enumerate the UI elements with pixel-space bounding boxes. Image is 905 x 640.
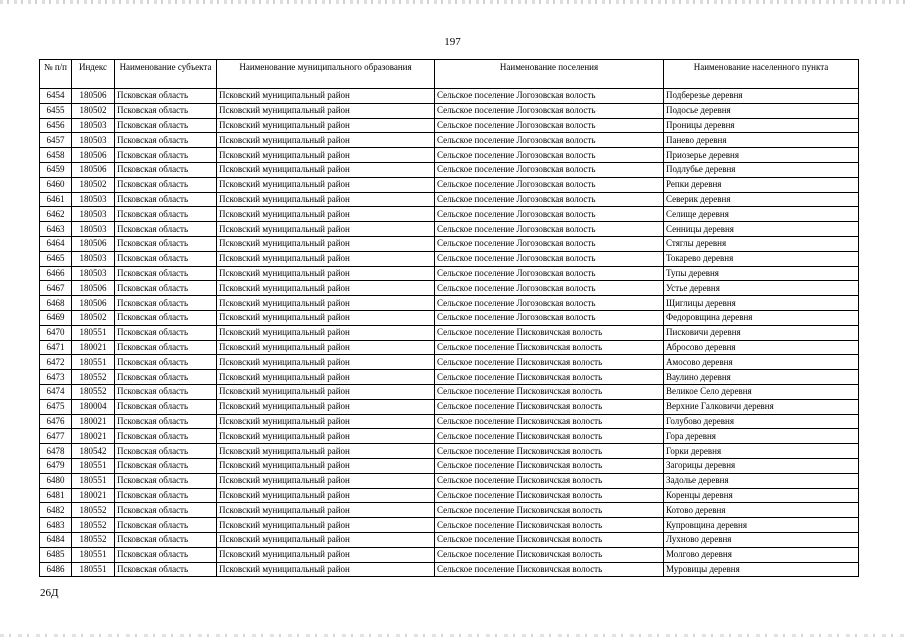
subject-name: Псковская область — [115, 296, 217, 311]
row-number: 6476 — [40, 414, 72, 429]
subject-name: Псковская область — [115, 118, 217, 133]
postal-index: 180506 — [72, 296, 115, 311]
subject-name: Псковская область — [115, 325, 217, 340]
table-row — [40, 222, 859, 237]
locality-name: Стяглы деревня — [664, 236, 859, 251]
subject-name: Псковская область — [115, 429, 217, 444]
subject-name: Псковская область — [115, 148, 217, 163]
settlement-name: Сельское поселение Писковичская волость — [435, 429, 664, 444]
municipality-name: Псковский муниципальный район — [217, 518, 435, 533]
settlement-name: Сельское поселение Писковичская волость — [435, 532, 664, 547]
municipality-name: Псковский муниципальный район — [217, 370, 435, 385]
settlement-name: Сельское поселение Писковичская волость — [435, 444, 664, 459]
subject-name: Псковская область — [115, 89, 217, 104]
row-number: 6462 — [40, 207, 72, 222]
municipality-name: Псковский муниципальный район — [217, 414, 435, 429]
municipality-name: Псковский муниципальный район — [217, 162, 435, 177]
postal-index: 180021 — [72, 414, 115, 429]
postal-index: 180552 — [72, 384, 115, 399]
settlement-name: Сельское поселение Логозовская волость — [435, 89, 664, 104]
table-row — [40, 414, 859, 429]
municipality-name: Псковский муниципальный район — [217, 399, 435, 414]
row-number: 6483 — [40, 518, 72, 533]
municipality-name: Псковский муниципальный район — [217, 207, 435, 222]
table-row — [40, 384, 859, 399]
settlement-name: Сельское поселение Логозовская волость — [435, 118, 664, 133]
settlement-name: Сельское поселение Писковичская волость — [435, 547, 664, 562]
page-number: 197 — [444, 36, 461, 48]
table-row — [40, 192, 859, 207]
table-row — [40, 473, 859, 488]
row-number: 6472 — [40, 355, 72, 370]
municipality-name: Псковский муниципальный район — [217, 281, 435, 296]
row-number: 6456 — [40, 118, 72, 133]
settlement-name: Сельское поселение Логозовская волость — [435, 222, 664, 237]
settlement-name: Сельское поселение Логозовская волость — [435, 103, 664, 118]
row-number: 6474 — [40, 384, 72, 399]
locality-name: Гора деревня — [664, 429, 859, 444]
locality-name: Купровщина деревня — [664, 518, 859, 533]
row-number: 6486 — [40, 562, 72, 577]
settlement-name: Сельское поселение Писковичская волость — [435, 488, 664, 503]
settlements-table — [39, 59, 859, 577]
table-row — [40, 133, 859, 148]
row-number: 6459 — [40, 162, 72, 177]
locality-name: Лухново деревня — [664, 532, 859, 547]
table-row — [40, 488, 859, 503]
settlement-name: Сельское поселение Писковичская волость — [435, 355, 664, 370]
table-row — [40, 266, 859, 281]
locality-name: Задолье деревня — [664, 473, 859, 488]
settlement-name: Сельское поселение Логозовская волость — [435, 192, 664, 207]
table-row — [40, 236, 859, 251]
postal-index: 180506 — [72, 236, 115, 251]
municipality-name: Псковский муниципальный район — [217, 148, 435, 163]
row-number: 6457 — [40, 133, 72, 148]
table-row — [40, 207, 859, 222]
municipality-name: Псковский муниципальный район — [217, 325, 435, 340]
municipality-name: Псковский муниципальный район — [217, 266, 435, 281]
row-number: 6481 — [40, 488, 72, 503]
settlement-name: Сельское поселение Логозовская волость — [435, 310, 664, 325]
settlement-name: Сельское поселение Писковичская волость — [435, 518, 664, 533]
municipality-name: Псковский муниципальный район — [217, 251, 435, 266]
settlement-name: Сельское поселение Логозовская волость — [435, 236, 664, 251]
table-header — [40, 60, 859, 89]
postal-index: 180551 — [72, 547, 115, 562]
subject-name: Псковская область — [115, 133, 217, 148]
postal-index: 180506 — [72, 281, 115, 296]
table-row — [40, 118, 859, 133]
settlement-name: Сельское поселение Писковичская волость — [435, 399, 664, 414]
locality-name: Муровицы деревня — [664, 562, 859, 577]
settlement-name: Сельское поселение Писковичская волость — [435, 562, 664, 577]
table-row — [40, 340, 859, 355]
municipality-name: Псковский муниципальный район — [217, 103, 435, 118]
postal-index: 180503 — [72, 207, 115, 222]
subject-name: Псковская область — [115, 503, 217, 518]
table-row — [40, 429, 859, 444]
locality-name: Горки деревня — [664, 444, 859, 459]
locality-name: Великое Село деревня — [664, 384, 859, 399]
table-row — [40, 370, 859, 385]
table-row — [40, 162, 859, 177]
settlement-name: Сельское поселение Логозовская волость — [435, 148, 664, 163]
table-row — [40, 103, 859, 118]
settlement-name: Сельское поселение Писковичская волость — [435, 473, 664, 488]
municipality-name: Псковский муниципальный район — [217, 192, 435, 207]
table-row — [40, 251, 859, 266]
scan-edge-bottom — [0, 634, 905, 637]
municipality-name: Псковский муниципальный район — [217, 458, 435, 473]
subject-name: Псковская область — [115, 281, 217, 296]
subject-name: Псковская область — [115, 266, 217, 281]
table-row — [40, 177, 859, 192]
table-row — [40, 547, 859, 562]
row-number: 6475 — [40, 399, 72, 414]
locality-name: Подосье деревня — [664, 103, 859, 118]
table-row — [40, 532, 859, 547]
subject-name: Псковская область — [115, 562, 217, 577]
row-number: 6460 — [40, 177, 72, 192]
locality-name: Подберезье деревня — [664, 89, 859, 104]
subject-name: Псковская область — [115, 444, 217, 459]
table-row — [40, 325, 859, 340]
row-number: 6461 — [40, 192, 72, 207]
locality-name: Тупы деревня — [664, 266, 859, 281]
subject-name: Псковская область — [115, 488, 217, 503]
locality-name: Сенницы деревня — [664, 222, 859, 237]
table-row — [40, 310, 859, 325]
subject-name: Псковская область — [115, 458, 217, 473]
municipality-name: Псковский муниципальный район — [217, 429, 435, 444]
row-number: 6485 — [40, 547, 72, 562]
settlement-name: Сельское поселение Писковичская волость — [435, 340, 664, 355]
locality-name: Молгово деревня — [664, 547, 859, 562]
header-subject: Наименование субъекта — [115, 60, 217, 89]
locality-name: Панево деревня — [664, 133, 859, 148]
postal-index: 180502 — [72, 310, 115, 325]
locality-name: Северик деревня — [664, 192, 859, 207]
row-number: 6477 — [40, 429, 72, 444]
subject-name: Псковская область — [115, 103, 217, 118]
postal-index: 180551 — [72, 473, 115, 488]
subject-name: Псковская область — [115, 370, 217, 385]
municipality-name: Псковский муниципальный район — [217, 384, 435, 399]
scan-edge-top — [0, 0, 905, 4]
row-number: 6455 — [40, 103, 72, 118]
settlement-name: Сельское поселение Логозовская волость — [435, 162, 664, 177]
locality-name: Щиглицы деревня — [664, 296, 859, 311]
postal-index: 180021 — [72, 340, 115, 355]
row-number: 6478 — [40, 444, 72, 459]
table-row — [40, 148, 859, 163]
locality-name: Коренцы деревня — [664, 488, 859, 503]
postal-index: 180551 — [72, 355, 115, 370]
header-settlement: Наименование поселения — [435, 60, 664, 89]
locality-name: Писковичи деревня — [664, 325, 859, 340]
settlement-name: Сельское поселение Писковичская волость — [435, 370, 664, 385]
row-number: 6482 — [40, 503, 72, 518]
postal-index: 180542 — [72, 444, 115, 459]
table-row — [40, 444, 859, 459]
locality-name: Загорицы деревня — [664, 458, 859, 473]
municipality-name: Псковский муниципальный район — [217, 177, 435, 192]
locality-name: Котово деревня — [664, 503, 859, 518]
postal-index: 180503 — [72, 251, 115, 266]
settlement-name: Сельское поселение Логозовская волость — [435, 177, 664, 192]
table-row — [40, 562, 859, 577]
postal-index: 180551 — [72, 562, 115, 577]
postal-index: 180503 — [72, 192, 115, 207]
municipality-name: Псковский муниципальный район — [217, 444, 435, 459]
row-number: 6471 — [40, 340, 72, 355]
locality-name: Подлубье деревня — [664, 162, 859, 177]
subject-name: Псковская область — [115, 236, 217, 251]
postal-index: 180502 — [72, 103, 115, 118]
settlement-name: Сельское поселение Логозовская волость — [435, 266, 664, 281]
postal-index: 180021 — [72, 429, 115, 444]
municipality-name: Псковский муниципальный район — [217, 89, 435, 104]
table-row — [40, 399, 859, 414]
postal-index: 180506 — [72, 89, 115, 104]
municipality-name: Псковский муниципальный район — [217, 547, 435, 562]
postal-index: 180506 — [72, 162, 115, 177]
municipality-name: Псковский муниципальный район — [217, 562, 435, 577]
row-number: 6484 — [40, 532, 72, 547]
row-number: 6469 — [40, 310, 72, 325]
postal-index: 180551 — [72, 325, 115, 340]
municipality-name: Псковский муниципальный район — [217, 236, 435, 251]
municipality-name: Псковский муниципальный район — [217, 222, 435, 237]
table-row — [40, 89, 859, 104]
postal-index: 180506 — [72, 148, 115, 163]
postal-index: 180552 — [72, 503, 115, 518]
header-row — [40, 60, 859, 89]
row-number: 6479 — [40, 458, 72, 473]
municipality-name: Псковский муниципальный район — [217, 503, 435, 518]
settlement-name: Сельское поселение Логозовская волость — [435, 296, 664, 311]
table-row — [40, 296, 859, 311]
subject-name: Псковская область — [115, 251, 217, 266]
row-number: 6480 — [40, 473, 72, 488]
postal-index: 180551 — [72, 458, 115, 473]
locality-name: Ваулино деревня — [664, 370, 859, 385]
postal-index: 180021 — [72, 488, 115, 503]
subject-name: Псковская область — [115, 162, 217, 177]
postal-index: 180503 — [72, 118, 115, 133]
settlement-name: Сельское поселение Писковичская волость — [435, 384, 664, 399]
table-body — [40, 89, 859, 577]
postal-index: 180552 — [72, 518, 115, 533]
locality-name: Токарево деревня — [664, 251, 859, 266]
table-row — [40, 518, 859, 533]
municipality-name: Псковский муниципальный район — [217, 118, 435, 133]
subject-name: Псковская область — [115, 518, 217, 533]
table-row — [40, 458, 859, 473]
subject-name: Псковская область — [115, 207, 217, 222]
locality-name: Устье деревня — [664, 281, 859, 296]
municipality-name: Псковский муниципальный район — [217, 340, 435, 355]
settlement-name: Сельское поселение Логозовская волость — [435, 251, 664, 266]
settlement-name: Сельское поселение Писковичская волость — [435, 458, 664, 473]
subject-name: Псковская область — [115, 414, 217, 429]
subject-name: Псковская область — [115, 310, 217, 325]
row-number: 6464 — [40, 236, 72, 251]
row-number: 6473 — [40, 370, 72, 385]
subject-name: Псковская область — [115, 532, 217, 547]
subject-name: Псковская область — [115, 473, 217, 488]
postal-index: 180552 — [72, 370, 115, 385]
footer-code: 26Д — [40, 587, 59, 599]
settlement-name: Сельское поселение Логозовская волость — [435, 281, 664, 296]
header-locality: Наименование населенного пункта — [664, 60, 859, 89]
postal-index: 180502 — [72, 177, 115, 192]
locality-name: Верхние Галковичи деревня — [664, 399, 859, 414]
locality-name: Селище деревня — [664, 207, 859, 222]
settlement-name: Сельское поселение Логозовская волость — [435, 133, 664, 148]
municipality-name: Псковский муниципальный район — [217, 133, 435, 148]
subject-name: Псковская область — [115, 192, 217, 207]
subject-name: Псковская область — [115, 547, 217, 562]
municipality-name: Псковский муниципальный район — [217, 355, 435, 370]
subject-name: Псковская область — [115, 355, 217, 370]
postal-index: 180503 — [72, 133, 115, 148]
row-number: 6468 — [40, 296, 72, 311]
table-row — [40, 503, 859, 518]
locality-name: Федоровщина деревня — [664, 310, 859, 325]
postal-index: 180552 — [72, 532, 115, 547]
subject-name: Псковская область — [115, 399, 217, 414]
municipality-name: Псковский муниципальный район — [217, 532, 435, 547]
row-number: 6463 — [40, 222, 72, 237]
settlement-name: Сельское поселение Писковичская волость — [435, 414, 664, 429]
row-number: 6470 — [40, 325, 72, 340]
locality-name: Проницы деревня — [664, 118, 859, 133]
postal-index: 180503 — [72, 222, 115, 237]
settlement-name: Сельское поселение Писковичская волость — [435, 325, 664, 340]
table-row — [40, 355, 859, 370]
locality-name: Приозерье деревня — [664, 148, 859, 163]
row-number: 6454 — [40, 89, 72, 104]
locality-name: Амосово деревня — [664, 355, 859, 370]
row-number: 6466 — [40, 266, 72, 281]
subject-name: Псковская область — [115, 340, 217, 355]
row-number: 6465 — [40, 251, 72, 266]
postal-index: 180503 — [72, 266, 115, 281]
settlement-name: Сельское поселение Писковичская волость — [435, 503, 664, 518]
subject-name: Псковская область — [115, 384, 217, 399]
row-number: 6467 — [40, 281, 72, 296]
locality-name: Репки деревня — [664, 177, 859, 192]
municipality-name: Псковский муниципальный район — [217, 473, 435, 488]
locality-name: Абросово деревня — [664, 340, 859, 355]
settlement-name: Сельское поселение Логозовская волость — [435, 207, 664, 222]
locality-name: Голубово деревня — [664, 414, 859, 429]
municipality-name: Псковский муниципальный район — [217, 310, 435, 325]
municipality-name: Псковский муниципальный район — [217, 488, 435, 503]
header-municipality: Наименование муниципального образования — [217, 60, 435, 89]
header-number: № п/п — [40, 60, 72, 89]
header-index: Индекс — [72, 60, 115, 89]
postal-index: 180004 — [72, 399, 115, 414]
subject-name: Псковская область — [115, 222, 217, 237]
row-number: 6458 — [40, 148, 72, 163]
table-row — [40, 281, 859, 296]
municipality-name: Псковский муниципальный район — [217, 296, 435, 311]
subject-name: Псковская область — [115, 177, 217, 192]
